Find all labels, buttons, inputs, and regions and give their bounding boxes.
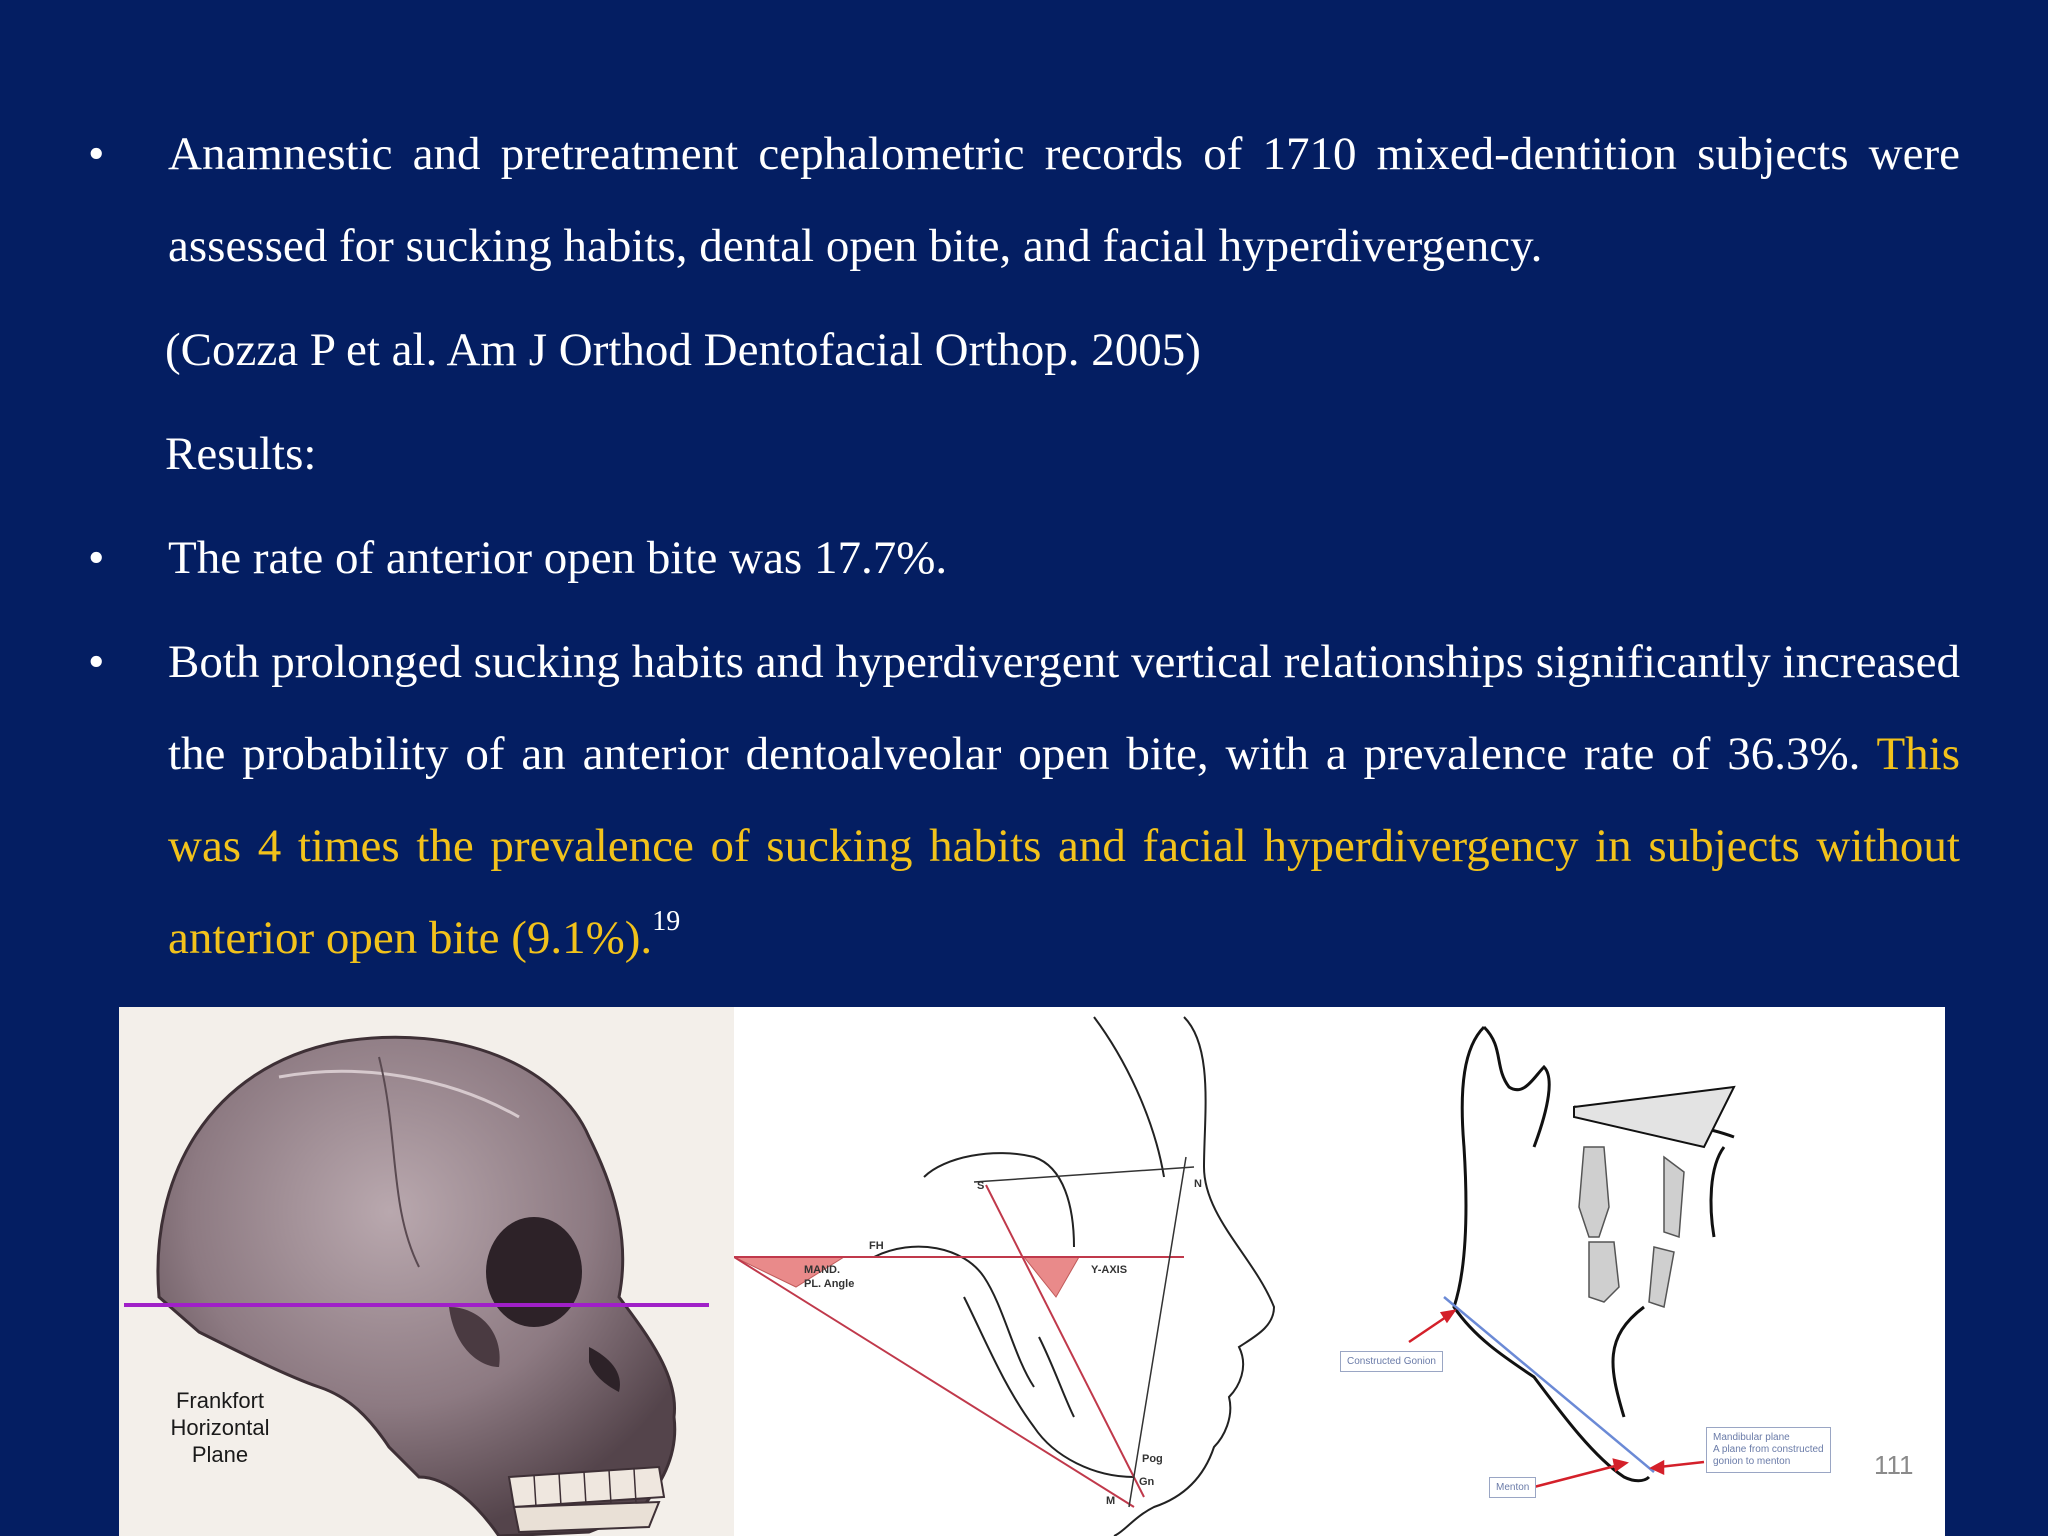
skull-label: Frankfort Horizontal Plane: [170, 1388, 270, 1467]
menton-box-label: Menton: [1489, 1477, 1536, 1498]
nasion-label: N: [1194, 1178, 1202, 1190]
mandibular-plane-desc-1: A plane from constructed: [1713, 1444, 1824, 1455]
bullet-text-records: Anamnestic and pretreatment cephalometric records of 1710 mixed-dentition subjects were assessed for sucking habits, dental open bite, and facial hyperdivergency.: [168, 128, 1960, 272]
constructed-gonion-label: Constructed Gonion: [1340, 1351, 1443, 1372]
bullet-item-rate: [85, 512, 1960, 604]
y-axis-label: Y-AXIS: [1091, 1264, 1128, 1276]
fh-label: FH: [869, 1240, 884, 1252]
prevalence-plain-text: Both prolonged sucking habits and hyperdivergent vertical relationships significantly increased the probability of an anterior dentoalveolar open bite, with a prevalence rate of 36.3%.: [168, 636, 1960, 780]
mandibular-plane-desc-2: gonion to menton: [1713, 1456, 1791, 1467]
results-heading: Results:: [165, 428, 317, 480]
mand-angle-label-2: PL. Angle: [804, 1278, 855, 1290]
mandible-diagram: [1334, 1007, 1945, 1536]
page-number: 111: [1874, 1450, 1914, 1480]
pogonion-label: Pog: [1142, 1453, 1163, 1465]
sella-label: S: [977, 1180, 985, 1192]
bullet-marker: •: [88, 532, 105, 584]
figure-panel: [119, 1007, 1945, 1536]
ceph-drawing: [734, 1007, 1334, 1536]
menton-label: M: [1106, 1495, 1116, 1507]
bullet-text-prevalence: [168, 616, 1960, 984]
cephalometric-tracing: [734, 1007, 1334, 1536]
bullet-marker: •: [88, 636, 105, 688]
mandibular-plane-title: Mandibular plane: [1713, 1432, 1790, 1443]
mandibular-plane-label: [1706, 1427, 1831, 1473]
bullet-item-prevalence: [85, 616, 1960, 984]
bullet-text-rate: The rate of anterior open bite was 17.7%.: [168, 532, 948, 584]
citation: (Cozza P et al. Am J Orthod Dentofacial Orthop. 2005): [165, 324, 1201, 376]
mandible-drawing: [1334, 1007, 1945, 1536]
bullet-marker: •: [88, 128, 105, 180]
slide-body: [85, 108, 1960, 984]
skull-illustration: [119, 1007, 734, 1536]
gnathion-label: Gn: [1139, 1476, 1155, 1488]
bullet-item-records: [85, 108, 1960, 292]
prevalence-highlight-text: This was 4 times the prevalence of sucking habits and facial hyperdivergency in subjects without anterior open bite (9.1%).: [168, 728, 1960, 964]
reference-superscript: 19: [652, 906, 681, 938]
mand-angle-label: MAND.: [804, 1264, 841, 1276]
